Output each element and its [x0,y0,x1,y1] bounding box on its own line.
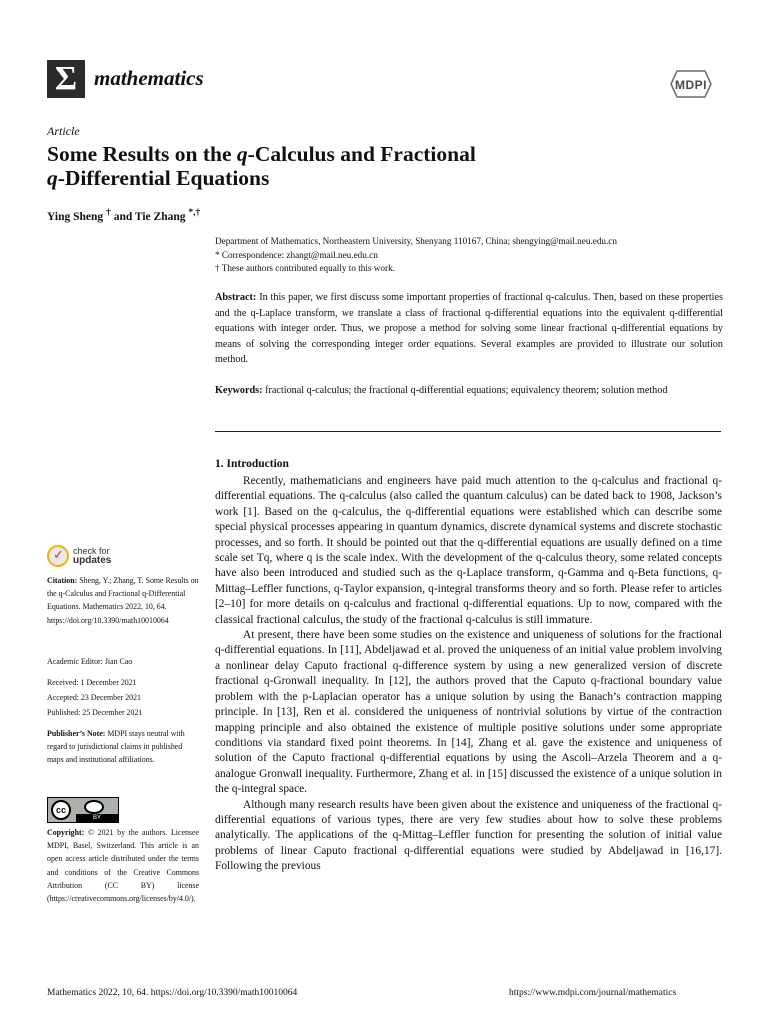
copyright: Copyright: © 2021 by the authors. Licensee MDPI, Basel, Switzerland. This article is an open access article distributed under the terms and conditions of the Creative Commons Attribution (CC BY) license (https://creativecommons.org/licenses/by/4.0/). [47,828,199,904]
person-icon [84,800,104,814]
received-date: Received: 1 December 2021 [47,678,137,687]
introduction-body [215,474,722,875]
published-date: Published: 25 December 2021 [47,708,143,717]
affiliations [215,235,725,276]
publisher-name: MDPI [675,78,707,92]
publisher-logo [665,69,717,99]
abstract: Abstract: In this paper, we first discuss some important properties of fractional q-calculus. Then, based on these properties and the q-Laplace transform, we translate a class of fractional q-differential equations into the equivalent q-differential equations with integer order. Thus, we propose a method for solving some linear fractional q-differential equations by means of solving the corresponding integer order equations. Several examples are provided to illustrate our solution method. [215,292,723,366]
citation: Citation: Sheng, Y.; Zhang, T. Some Results on the q-Calculus and Fractional q-Differential Equations. Mathematics 2022, 10, 64. https://doi.org/10.3390/math10010064 [47,576,199,625]
keywords: Keywords: fractional q-calculus; the fractional q-differential equations; equivalency theorem; solution method [215,385,668,396]
affiliation-line: Department of Mathematics, Northeastern University, Shenyang 110167, China; shengying@mail.neu.edu.cn [215,236,617,246]
paragraph: At present, there have been some studies on the existence and uniqueness of solutions for the fractional q-differential equations. In [11], Abdeljawad et al. proved the uniqueness of an initial value problem involving a nonlinear delay Caputo fractional q-difference system by using a new generalized version of discrete fractional q-Gronwall inequality. In [12], the authors proved that the Caputo q-fractional boundary value problem with the p-Laplacian operator has a unique solution by using the Banach’s contraction mapping principle. In [13], Ren et al. considered the uniqueness of nontrivial solutions by virtue of the contraction mapping principle and also obtained the existence of multiple positive solutions under some appropriate conditions via standard fixed point theorems. In [14], Zhang et al. gave the existence and uniqueness of solution of the Caputo fractional q-differential equations by using the Ascoli–Arzela Theorem and a q-analogue Gronwall inequality. Furthermore, Zhang et al. in [15] discussed the existence of a unique solution in the q-integral space. [215,629,722,796]
check-for-updates-badge[interactable]: ✓ check for updates [47,543,165,569]
author-list: Ying Sheng † and Tie Zhang *,† [47,207,201,223]
by-label: BY [76,814,118,822]
section-heading: 1. Introduction [215,458,289,470]
paragraph: Recently, mathematicians and engineers have paid much attention to the q-calculus and fractional q-differential equations. The q-calculus (also called the quantum calculus) can be dated back to 1908, Jackson’s work [1]. Based on the q-calculus, the q-differential equations were established which can describe some special physical processes appearing in quantum dynamics, discrete dynamical systems and discrete stochastic processes, and so forth. It should be pointed out that the q-differential equations are usually defined on a time scale set Tq, where q is the scale index. With the development of the q-calculus theory, some related concepts have also been introduced and studied such as the q-Laplace transform, q-Gamma and q-Beta functions, q-Mittag–Leffler functions, q-Taylor expansion, q-integral transforms theory and so forth. Please refer to articles [2–10] for more details on q-calculus and fractional q-differential equations. Up to now, compared with the classical fractional calculus, the study of the fractional q-calculus is still immature. [215,475,722,626]
article-type: Article [47,124,80,138]
footer-citation: Mathematics 2022, 10, 64. https://doi.org/10.3390/math10010064 [47,988,298,998]
academic-editor: Academic Editor: Jian Cao [47,657,133,666]
equal-contribution-note: † These authors contributed equally to this work. [215,263,395,273]
journal-logo: Σ [47,60,85,98]
check-updates-icon: ✓ [47,545,69,567]
divider [215,431,721,432]
correspondence-line: * Correspondence: zhangt@mail.neu.edu.cn [215,249,378,260]
paper-title: Some Results on the q-Calculus and Fractional q-Differential Equations [47,142,476,190]
cc-icon: cc [51,800,71,820]
publisher-note: Publisher’s Note: MDPI stays neutral with regard to jurisdictional claims in published maps and institutional affiliations. [47,729,185,765]
paragraph: Although many research results have been given about the existence and uniqueness of the fractional q-differential equations of various types, there are very few studies about how to solve these problems analytically. The applications of the q-Mittag–Leffler function for presenting the solution of initial value problems of linear Caputo fractional q-differential equations were studied by Abdeljawad in [16,17]. Following the previous [215,798,722,873]
journal-name: mathematics [94,66,204,90]
cc-by-license-badge[interactable] [47,797,119,823]
accepted-date: Accepted: 23 December 2021 [47,693,141,702]
footer-journal-url[interactable]: https://www.mdpi.com/journal/mathematics [509,988,677,998]
